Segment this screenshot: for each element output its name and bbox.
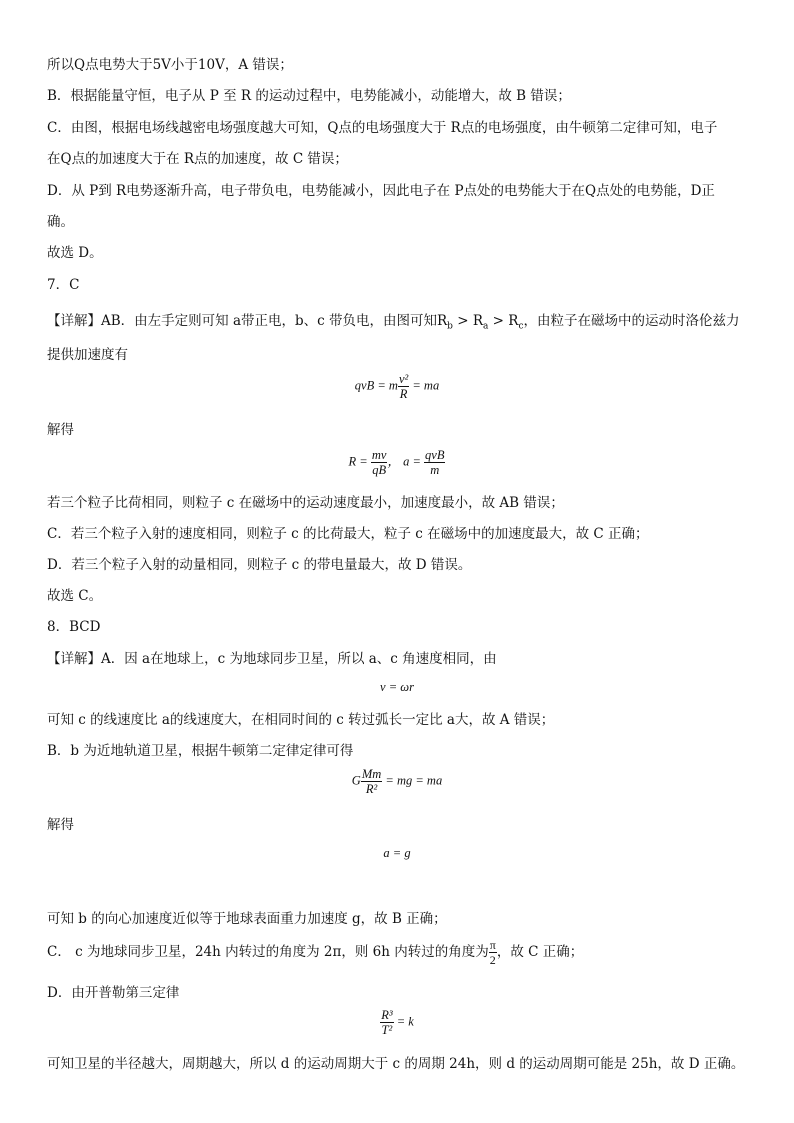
fraction <box>371 448 388 477</box>
formula-part: qvB = m <box>354 378 398 393</box>
text-line: 若三个粒子比荷相同，则粒子 c 在磁场中的运动速度最小，加速度最小，故 AB 错误； <box>47 495 564 511</box>
text-line: D．由开普勒第三定律 <box>47 985 180 1001</box>
fraction <box>361 767 382 796</box>
line-text: ，故 C 正确； <box>496 944 584 960</box>
fraction <box>424 448 445 477</box>
formula-gravity <box>0 767 794 796</box>
numerator: π <box>489 938 496 952</box>
text-line: C．若三个粒子入射的速度相同，则粒子 c 的比荷最大，粒子 c 在磁场中的加速度最大，故 C 正确； <box>47 526 649 542</box>
numerator: mv <box>371 448 387 462</box>
text-line: 可知 c 的线速度比 a的线速度大，在相同时间的 c 转过弧长一定比 a大，故 A 错误； <box>47 712 555 728</box>
line-text: C． c 为地球同步卫星，24h 内转过的角度为 2π，则 6h 内转过的角度为 <box>47 944 489 960</box>
text-line: 解得 <box>47 422 74 438</box>
text-line: 可知卫星的半径越大，周期越大，所以 d 的运动周期大于 c 的周期 24h，则 d 的运动周期可能是 25h，故 D 正确。 <box>47 1056 745 1072</box>
fraction <box>398 372 409 401</box>
denominator: 2 <box>489 953 496 967</box>
denominator: R² <box>365 782 378 796</box>
denominator: qB <box>372 463 387 477</box>
text-line: D．从 P到 R电势逐渐升高，电子带负电，电势能减小，因此电子在 P点处的电势能大于在Q点处的电势能，D正 <box>47 183 715 199</box>
denominator: R <box>399 387 408 401</box>
line-text: > R <box>452 313 483 329</box>
text-line: 【详解】A．因 a在地球上，c 为地球同步卫星，所以 a、c 角速度相同，由 <box>47 651 497 667</box>
text-line: 故选 D。 <box>47 245 103 261</box>
numerator: R³ <box>381 1008 393 1022</box>
text-line <box>47 938 583 967</box>
formula-part: = k <box>393 1014 414 1029</box>
fraction <box>489 938 497 967</box>
line-text: 【详解】AB．由左手定则可知 a带正电，b、c 带负电，由图可知R <box>47 313 448 329</box>
text-line: 确。 <box>47 214 74 230</box>
subscript: b <box>447 321 453 332</box>
denominator: m <box>430 463 440 477</box>
subscript: a <box>483 321 489 332</box>
formula-accel: a = g <box>383 846 411 860</box>
text-line: C．由图，根据电场线越密电场强度越大可知，Q点的电场强度大于 R点的电场强度，由牛顿第二定律可知，电子 <box>47 120 718 136</box>
numerator: Mm <box>361 767 382 781</box>
text-line: 提供加速度有 <box>47 347 128 363</box>
text-line: 解得 <box>47 817 74 833</box>
formula-velocity: v = ωr <box>380 680 414 694</box>
formula-part: R = <box>348 454 371 469</box>
line-text: > R <box>488 313 519 329</box>
subscript: c <box>518 321 524 332</box>
denominator: T² <box>381 1023 393 1037</box>
formula-lorentz <box>0 372 794 401</box>
fraction <box>380 1008 393 1037</box>
formula-radius-accel <box>0 448 794 477</box>
text-line: 在Q点的加速度大于在 R点的加速度，故 C 错误； <box>47 151 348 167</box>
text-line: 故选 C。 <box>47 588 103 604</box>
numerator: qvB <box>425 448 445 462</box>
text-line <box>47 312 739 336</box>
question-number: 8．BCD <box>47 619 101 635</box>
formula-part: ， a = <box>387 454 425 469</box>
formula-kepler <box>0 1008 794 1037</box>
text-line: 可知 b 的向心加速度近似等于地球表面重力加速度 g，故 B 正确； <box>47 911 447 927</box>
text-line: 所以Q点电势大于5V小于10V，A 错误； <box>47 57 293 73</box>
line-text: ，由粒子在磁场中的运动时洛伦兹力 <box>523 313 740 329</box>
numerator: v² <box>398 372 409 386</box>
text-line: B．根据能量守恒，电子从 P 至 R 的运动过程中，电势能减小，动能增大，故 B 错误； <box>47 88 571 104</box>
question-number: 7．C <box>47 277 80 293</box>
formula-part: = mg = ma <box>382 773 443 788</box>
formula-part: G <box>351 773 361 788</box>
text-line: D．若三个粒子入射的动量相同，则粒子 c 的带电量最大，故 D 错误。 <box>47 557 472 573</box>
formula-part: = ma <box>409 378 440 393</box>
text-line: B．b 为近地轨道卫星，根据牛顿第二定律定律可得 <box>47 743 354 759</box>
